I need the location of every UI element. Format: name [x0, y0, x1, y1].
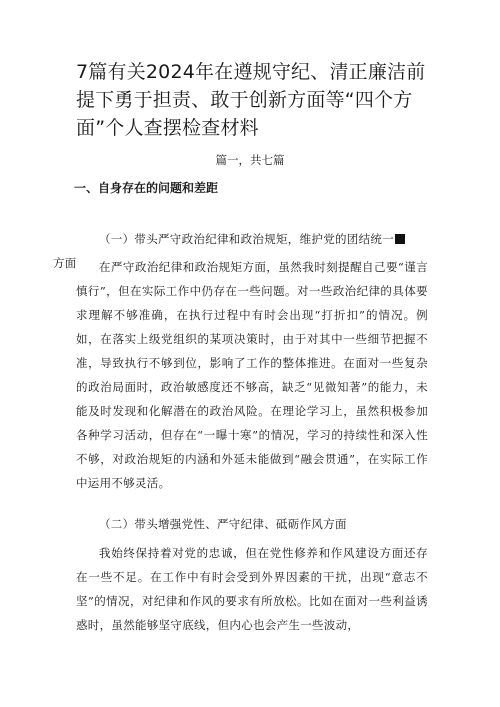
- document-title: 7篇有关2024年在遵规守纪、清正廉洁前提下勇于担责、敢于创新方面等“四个方面”个人查摆检查材料: [76, 61, 426, 139]
- subsection-2-heading: （二）带头增强党性、严守纪律、砥砺作风方面: [99, 517, 347, 531]
- subsection-1-paragraph: 在严守政治纪律和政治规矩方面，虽然我时刻提醒自己要“谨言慎行”，但在实际工作中仍存在一些问题。对一些政治纪律的具体要求理解不够准确，在执行过程中有时会出现“打折扣”的情况。例如，在落实上级党组织的某项决策时，由于对其中一些细节把握不准，导致执行不够到位，影响了工作的整体推进。在面对一些复杂的政治局面时，政治敏感度还不够高，缺乏“见微知著”的能力，未能及时发现和化解潜在的政治风险。在理论学习上，虽然积极参加各种学习活动，但存在“一曝十寒”的情况，学习的持续性和深入性不够，对政治规矩的内涵和外延未能做到“融会贯通”，在实际工作中运用不够灵活。: [76, 260, 428, 490]
- section-heading: 一、自身存在的问题和差距: [74, 181, 219, 195]
- subsection-1-heading-text: （一）带头严守政治纪律和政治规矩，维护党的团结统一: [99, 232, 394, 246]
- document-subtitle: 篇一，共七篇: [215, 153, 285, 167]
- subsection-1-heading-tail: 方面: [53, 256, 77, 270]
- subsection-2-paragraph: 我始终保持着对党的忠诚，但在党性修养和作风建设方面还存在一些不足。在工作中有时会受到外界因素的干扰，出现“意志不坚”的情况，对纪律和作风的要求有所放松。比如在面对一些利益诱惑时，虽然能够坚守底线，但内心也会产生一些波动，: [76, 546, 428, 632]
- black-square-icon: [395, 234, 405, 244]
